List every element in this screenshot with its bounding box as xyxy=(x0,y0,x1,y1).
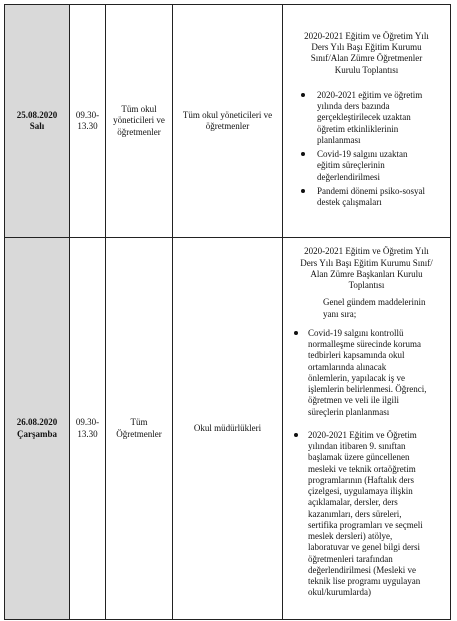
participants-text: Tüm Öğretmenler xyxy=(116,417,162,439)
participants-text: Tüm okul yöneticileri ve öğretmenler xyxy=(113,104,165,137)
list-item-text: Pandemi dönemi psiko-sosyal destek çalışmaları xyxy=(317,185,425,207)
bullet-icon xyxy=(294,331,298,335)
day-text: Salı xyxy=(29,121,45,131)
day-text: Çarşamba xyxy=(17,428,57,439)
participants-cell xyxy=(106,5,173,238)
time-text: 09.30-13.30 xyxy=(75,109,100,131)
schedule-table xyxy=(4,4,451,620)
list-item-text: 2020-2021 eğitim ve öğretim yılında ders bazında gerçekleştirilecek uzaktan öğretim etkinliklerinin planlanması xyxy=(317,89,423,145)
bullet-icon xyxy=(294,433,298,437)
list-item-text: 2020-2021 Eğitim ve Öğretim yılından itibaren 9. sınıftan başlamak üzere güncellenen mesleki ve teknik ortaöğretim programlarının (Haftalık ders çizelgesi, uygulamaya ilişkin açıklamalar, dersler, ders kazanımları, ders süreleri, sertifika programları ve seçmeli meslek dersleri) atölye, laboratuvar ve genel bilgi dersi öğretmenleri tarafından değerlendirilmesi (Mesleki ve teknik lise programı uygulayan okul/kurumlarda) xyxy=(308,429,423,598)
date-cell xyxy=(5,238,70,620)
date-cell xyxy=(5,5,70,238)
responsible-cell xyxy=(173,5,283,238)
responsible-text: Okul müdürlükleri xyxy=(193,422,262,433)
list-item xyxy=(293,186,429,209)
responsible-text: Tüm okul yöneticileri ve öğretmenler xyxy=(182,109,273,131)
topic-cell xyxy=(283,5,451,238)
topic-title: 2020-2021 Eğitim ve Öğretim Yılı Ders Yılı Başı Eğitim Kurumu Sınıf/ Alan Zümre Başkanları Kurulu Toplantısı xyxy=(300,246,433,291)
intro-text: Genel gündem maddelerinin yanı sıra; xyxy=(323,297,426,319)
time-cell xyxy=(70,5,106,238)
bullet-icon xyxy=(301,152,305,156)
table-row xyxy=(5,5,451,238)
topic-title: 2020-2021 Eğitim ve Öğretim Yılı Ders Yılı Başı Eğitim Kurumu Sınıf/Alan Zümre Öğretmenler Kurulu Toplantısı xyxy=(304,30,429,75)
list-item xyxy=(293,328,428,418)
date-text: 26.08.2020 xyxy=(16,417,58,428)
agenda-list xyxy=(293,328,440,599)
list-item xyxy=(293,430,428,599)
list-item xyxy=(293,149,429,183)
time-text: 09.30-13.30 xyxy=(75,417,100,439)
participants-cell xyxy=(106,238,173,620)
bullet-icon xyxy=(301,93,305,97)
list-item-text: Covid-19 salgını uzaktan eğitim süreçlerinin değerlendirilmesi xyxy=(317,149,408,182)
topic-cell xyxy=(283,238,451,620)
list-item xyxy=(293,90,429,146)
bullet-icon xyxy=(301,189,305,193)
agenda-list xyxy=(293,90,440,209)
table-row xyxy=(5,238,451,620)
time-cell xyxy=(70,238,106,620)
date-text: 25.08.2020 xyxy=(16,109,58,120)
list-item-text: Covid-19 salgını kontrollü normalleşme sürecinde koruma tedbirleri kapsamında okul ortamlarında alınacak önlemlerin, yapılacak iş ve işlemlerin belirlenmesi. Öğrenci, öğretmen ve veli ile ilgili süreçlerin planlanması xyxy=(308,327,427,417)
responsible-cell xyxy=(173,238,283,620)
